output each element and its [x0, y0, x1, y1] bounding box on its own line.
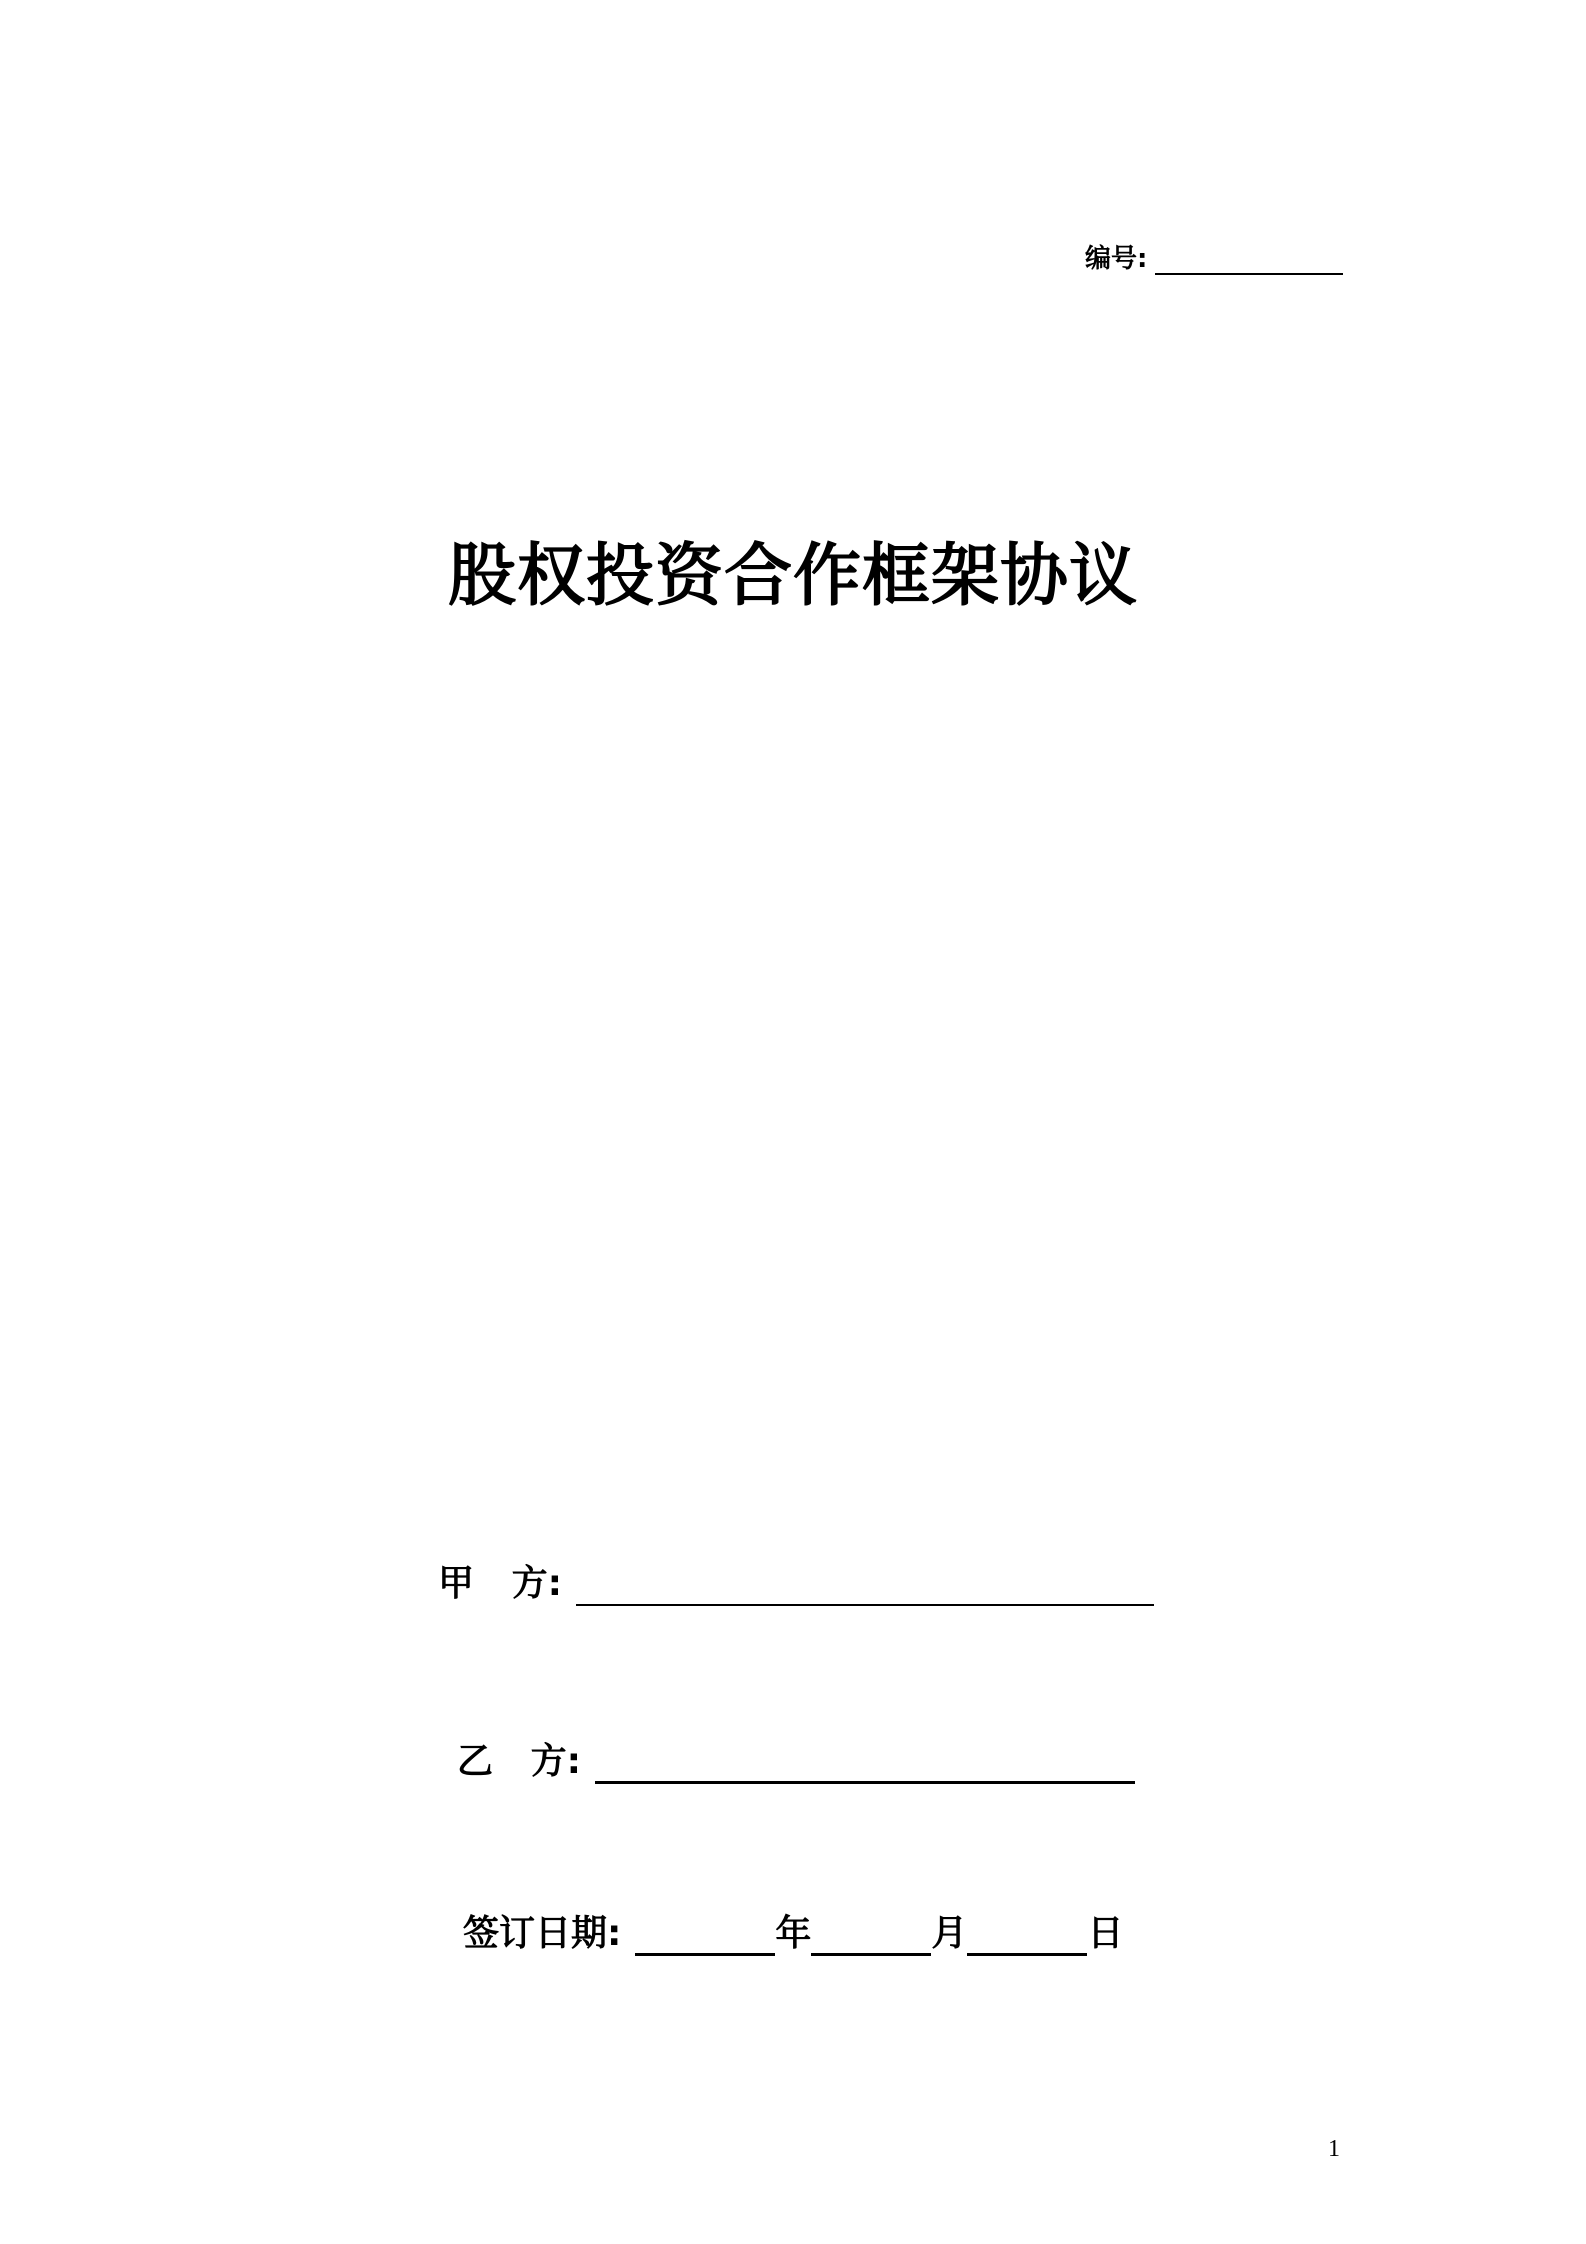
page-number: 1	[1328, 2136, 1340, 2162]
party-b-blank[interactable]	[595, 1741, 1135, 1784]
signing-date-field	[463, 1912, 1123, 1956]
year-label: 年	[775, 1913, 812, 1954]
party-b-field	[457, 1740, 1135, 1784]
serial-number-blank[interactable]	[1155, 243, 1343, 275]
serial-number-label: 编号:	[1085, 244, 1148, 274]
party-b-label: 乙 方:	[457, 1741, 581, 1782]
month-blank[interactable]	[811, 1913, 931, 1956]
signing-date-label: 签订日期:	[463, 1913, 622, 1954]
month-label: 月	[931, 1913, 968, 1954]
year-blank[interactable]	[635, 1913, 775, 1956]
serial-number-field	[1085, 243, 1343, 275]
party-a-field	[438, 1562, 1154, 1606]
party-a-label: 甲 方:	[438, 1563, 562, 1604]
party-a-blank[interactable]	[576, 1564, 1154, 1606]
document-title: 股权投资合作框架协议	[447, 537, 1138, 616]
day-blank[interactable]	[967, 1913, 1087, 1956]
day-label: 日	[1087, 1913, 1124, 1954]
